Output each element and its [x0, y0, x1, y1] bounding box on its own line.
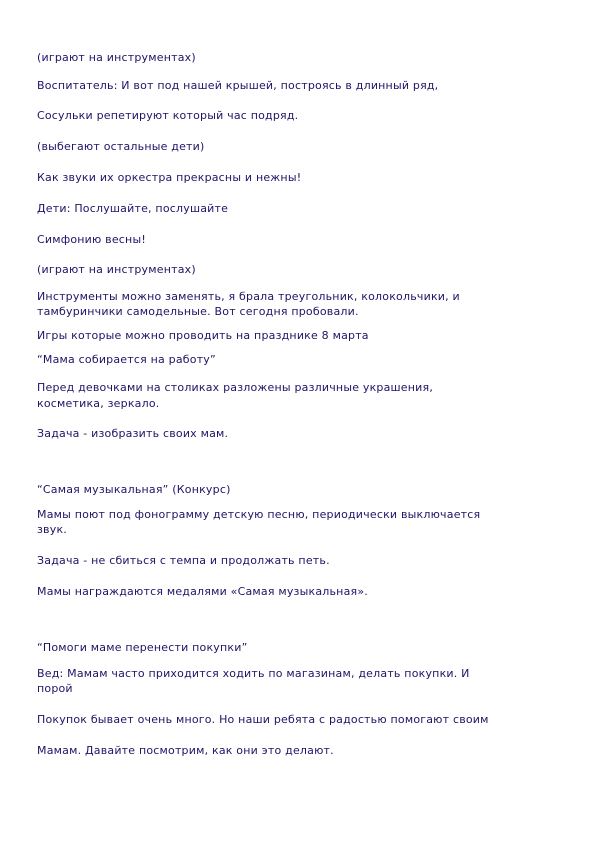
game-title: “Самая музыкальная” (Конкурс)	[37, 483, 231, 496]
game-task: Задача - изобразить своих мам.	[37, 427, 229, 440]
dialogue-line: Мамам. Давайте посмотрим, как они это делают.	[37, 744, 334, 757]
dialogue-line: порой	[37, 682, 73, 695]
dialogue-line: Воспитатель: И вот под нашей крышей, построясь в длинный ряд,	[37, 79, 439, 92]
game-title: “Помоги маме перенести покупки”	[37, 641, 248, 654]
game-description: Перед девочками на столиках разложены различные украшения,	[37, 381, 434, 394]
game-description: звук.	[37, 523, 67, 536]
game-task: Задача - не сбиться с темпа и продолжать петь.	[37, 554, 330, 567]
dialogue-line: Дети: Послушайте, послушайте	[37, 202, 229, 215]
stage-direction: (играют на инструментах)	[37, 263, 196, 276]
note-line: Инструменты можно заменять, я брала треугольник, колокольчики, и	[37, 290, 460, 303]
stage-direction: (играют на инструментах)	[37, 51, 196, 64]
dialogue-line: Сосульки репетируют который час подряд.	[37, 109, 299, 122]
note-line: тамбуринчики самодельные. Вот сегодня пробовали.	[37, 305, 359, 318]
game-title: “Мама собирается на работу”	[37, 353, 216, 366]
game-description: Мамы поют под фонограмму детскую песню, периодически выключается	[37, 508, 481, 521]
section-heading: Игры которые можно проводить на празднике 8 марта	[37, 329, 369, 342]
dialogue-line: Вед: Мамам часто приходится ходить по магазинам, делать покупки. И	[37, 667, 470, 680]
dialogue-line: Симфонию весны!	[37, 233, 146, 246]
game-description: косметика, зеркало.	[37, 397, 160, 410]
dialogue-line: Покупок бывает очень много. Но наши ребята с радостью помогают своим	[37, 713, 489, 726]
dialogue-line: Как звуки их оркестра прекрасны и нежны!	[37, 171, 302, 184]
game-award: Мамы награждаются медалями «Самая музыкальная».	[37, 585, 368, 598]
stage-direction: (выбегают остальные дети)	[37, 140, 205, 153]
